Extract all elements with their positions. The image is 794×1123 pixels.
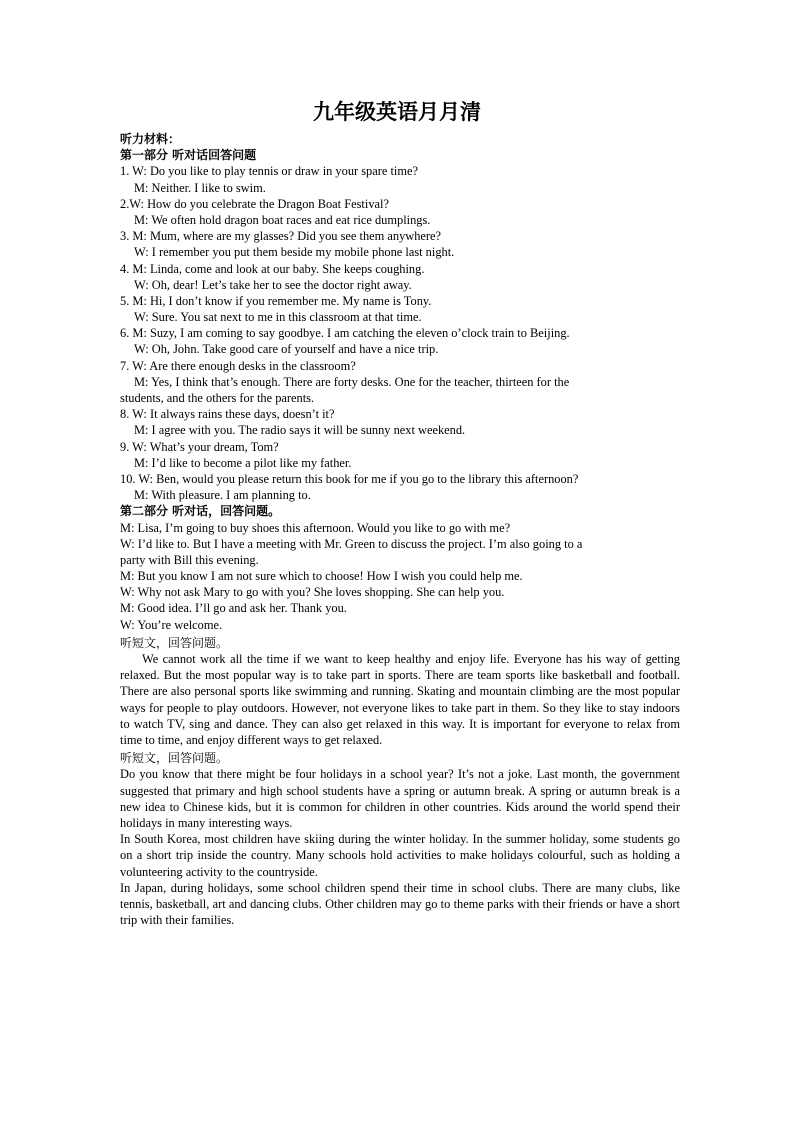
dialogue-question: 3. M: Mum, where are my glasses? Did you see them anywhere?: [120, 229, 442, 244]
passage2-paragraph: In South Korea, most children have skiing during the winter holiday. In the summer holiday, some students go on a short trip inside the country. Many schools hold activities to make holidays colourful, such as holding a volunteering activity to the countryside.: [120, 832, 680, 879]
dialogue-answer: W: I remember you put them beside my mobile phone last night.: [134, 245, 455, 260]
dialogue-line: M: But you know I am not sure which to choose! How I wish you could help me.: [120, 569, 523, 584]
dialogue-line: M: Lisa, I’m going to buy shoes this afternoon. Would you like to go with me?: [120, 520, 511, 535]
dialogue-line: W: Why not ask Mary to go with you? She loves shopping. She can help you.: [120, 585, 505, 600]
listening-label: 听力材料：: [120, 132, 181, 146]
dialogue-line: M: Good idea. I’ll go and ask her. Thank you.: [120, 601, 347, 616]
dialogue-question: 8. W: It always rains these days, doesn’t it?: [120, 407, 335, 422]
dialogue-question: 7. W: Are there enough desks in the classroom?: [120, 358, 356, 373]
dialogue-answer: W: Oh, John. Take good care of yourself and have a nice trip.: [134, 342, 439, 357]
dialogue-answer: M: I’d like to become a pilot like my father.: [134, 455, 352, 470]
dialogue-answer: W: Sure. You sat next to me in this classroom at that time.: [134, 310, 422, 325]
passage2-paragraph: Do you know that there might be four holidays in a school year? It’s not a joke. Last month, the government suggested that primary and high school students have a spring or autumn break. A spring or autumn break is a new idea to Chinese kids, but it is common for children in other countries. Kids around the world spend their holidays in many interesting ways.: [120, 767, 680, 831]
dialogue-answer: W: Oh, dear! Let’s take her to see the doctor right away.: [134, 277, 412, 292]
dialogue-answer: M: We often hold dragon boat races and eat rice dumplings.: [134, 212, 431, 227]
page-title: 九年级英语月月清: [313, 99, 481, 124]
dialogue-answer: M: With pleasure. I am planning to.: [134, 488, 311, 503]
dialogue-question: 10. W: Ben, would you please return this book for me if you go to the library this afternoon?: [120, 471, 579, 486]
part1-heading: 第一部分 听对话回答问题: [120, 148, 257, 163]
dialogue-answer: M: Yes, I think that’s enough. There are forty desks. One for the teacher, thirteen for the: [134, 374, 570, 389]
dialogue-line: W: I’d like to. But I have a meeting with Mr. Green to discuss the project. I’m also going to a: [120, 536, 583, 551]
passage1-text: We cannot work all the time if we want to keep healthy and enjoy life. Everyone has his way of getting relaxed. But the most popular way is to take part in sports. There are team sports like basketball and football. There are also personal sports like swimming and running. Skating and mountain climbing are the most popular ways for people to play outdoors. However, not everyone likes to take part in them. So they like to stay indoors to watch TV, sing and dance. They can also get relaxed in this way. It is important for everyone to relax from time to time, and enjoy different ways to get relaxed.: [120, 652, 680, 748]
dialogue-line: W: You’re welcome.: [120, 617, 223, 632]
dialogue-question: 5. M: Hi, I don’t know if you remember me. My name is Tony.: [120, 293, 432, 308]
dialogue-line: party with Bill this evening.: [120, 552, 259, 567]
passage1-heading: 听短文，回答问题。: [120, 635, 229, 650]
dialogue-answer-continued: students, and the others for the parents.: [120, 391, 315, 405]
part2-dialogue: [120, 520, 680, 633]
part1-dialogues: [120, 163, 680, 503]
dialogue-question: 4. M: Linda, come and look at our baby. She keeps coughing.: [120, 261, 425, 276]
dialogue-question: 1. W: Do you like to play tennis or draw in your spare time?: [120, 164, 418, 179]
passage2-heading: 听短文，回答问题。: [120, 751, 229, 766]
dialogue-answer: M: Neither. I like to swim.: [134, 180, 266, 195]
dialogue-answer: M: I agree with you. The radio says it will be sunny next weekend.: [134, 423, 466, 438]
dialogue-question: 2.W: How do you celebrate the Dragon Boat Festival?: [120, 196, 389, 211]
part2-heading: 第二部分 听对话，回答问题。: [120, 504, 281, 519]
passage2-paragraph: In Japan, during holidays, some school children spend their time in school clubs. There are many clubs, like tennis, basketball, art and dancing clubs. Other children may go to theme parks with their friends or have a short trip with their families.: [120, 880, 680, 928]
dialogue-question: 6. M: Suzy, I am coming to say goodbye. I am catching the eleven o’clock train to Beijing.: [120, 326, 570, 341]
document-body: [120, 131, 680, 928]
dialogue-question: 9. W: What’s your dream, Tom?: [120, 439, 279, 454]
